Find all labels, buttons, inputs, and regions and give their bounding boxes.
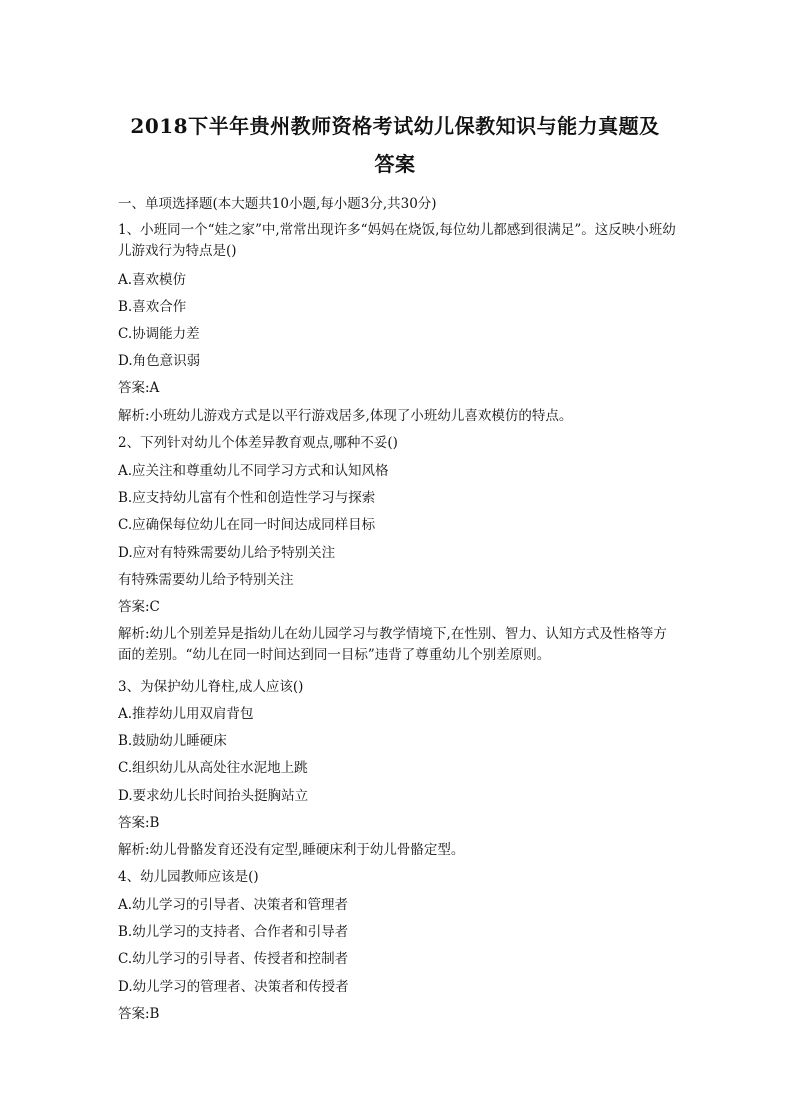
question-4-option-a: A.幼儿学习的引导者、决策者和管理者 xyxy=(118,897,349,913)
question-3-answer: 答案:B xyxy=(118,815,160,831)
question-4-answer: 答案:B xyxy=(118,1006,160,1022)
question-1-option-a: A.喜欢模仿 xyxy=(118,272,187,288)
question-4-option-b: B.幼儿学习的支持者、合作者和引导者 xyxy=(118,924,349,940)
question-2-option-c: C.应确保每位幼儿在同一时间达成同样目标 xyxy=(118,517,376,533)
question-1-analysis: 解析:小班幼儿游戏方式是以平行游戏居多,体现了小班幼儿喜欢模仿的特点。 xyxy=(118,408,573,424)
question-4-option-d: D.幼儿学习的管理者、决策者和传授者 xyxy=(118,979,349,995)
question-3-option-b: B.鼓励幼儿睡硬床 xyxy=(118,733,227,749)
question-2-stem: 2、下列针对幼儿个体差异教育观点,哪种不妥() xyxy=(118,435,398,451)
question-3-analysis: 解析:幼儿骨骼发育还没有定型,睡硬床利于幼儿骨骼定型。 xyxy=(118,842,465,858)
question-2-analysis: 解析:幼儿个别差异是指幼儿在幼儿园学习与教学情境下,在性别、智力、认知方式及性格等方面的差别。“幼儿在同一时间达到同一目标”违背了尊重幼儿个别差原则。 xyxy=(118,626,667,663)
question-1-option-d: D.角色意识弱 xyxy=(118,353,201,369)
question-2-option-a: A.应关注和尊重幼儿不同学习方式和认知风格 xyxy=(118,463,389,479)
question-4-option-c: C.幼儿学习的引导者、传授者和控制者 xyxy=(118,951,349,967)
document-title-continued: 答案 xyxy=(374,152,416,176)
question-3-option-d: D.要求幼儿长时间抬头挺胸站立 xyxy=(118,788,309,804)
question-1-answer: 答案:A xyxy=(118,380,160,396)
question-1-stem: 1、小班同一个“娃之家”中,常常出现许多“妈妈在烧饭,每位幼儿都感到很满足”。这反映小班幼儿游戏行为特点是() xyxy=(118,222,676,259)
question-2-answer: 答案:C xyxy=(118,599,160,615)
question-1-option-c: C.协调能力差 xyxy=(118,326,200,342)
question-1-option-b: B.喜欢合作 xyxy=(118,299,187,315)
question-3-option-c: C.组织幼儿从高处往水泥地上跳 xyxy=(118,760,308,776)
document-title: 2018下半年贵州教师资格考试幼儿保教知识与能力真题及 xyxy=(130,114,660,138)
question-2-extra-line: 有特殊需要幼儿给予特别关注 xyxy=(118,572,294,588)
question-2-option-b: B.应支持幼儿富有个性和创造性学习与探索 xyxy=(118,490,376,506)
section-heading: 一、单项选择题(本大题共10小题,每小题3分,共30分) xyxy=(118,196,437,212)
question-3-option-a: A.推荐幼儿用双肩背包 xyxy=(118,706,254,722)
question-2-option-d: D.应对有特殊需要幼儿给予特别关注 xyxy=(118,545,336,561)
question-3-stem: 3、为保护幼儿脊柱,成人应该() xyxy=(118,679,304,695)
question-4-stem: 4、幼儿园教师应该是() xyxy=(118,869,259,885)
